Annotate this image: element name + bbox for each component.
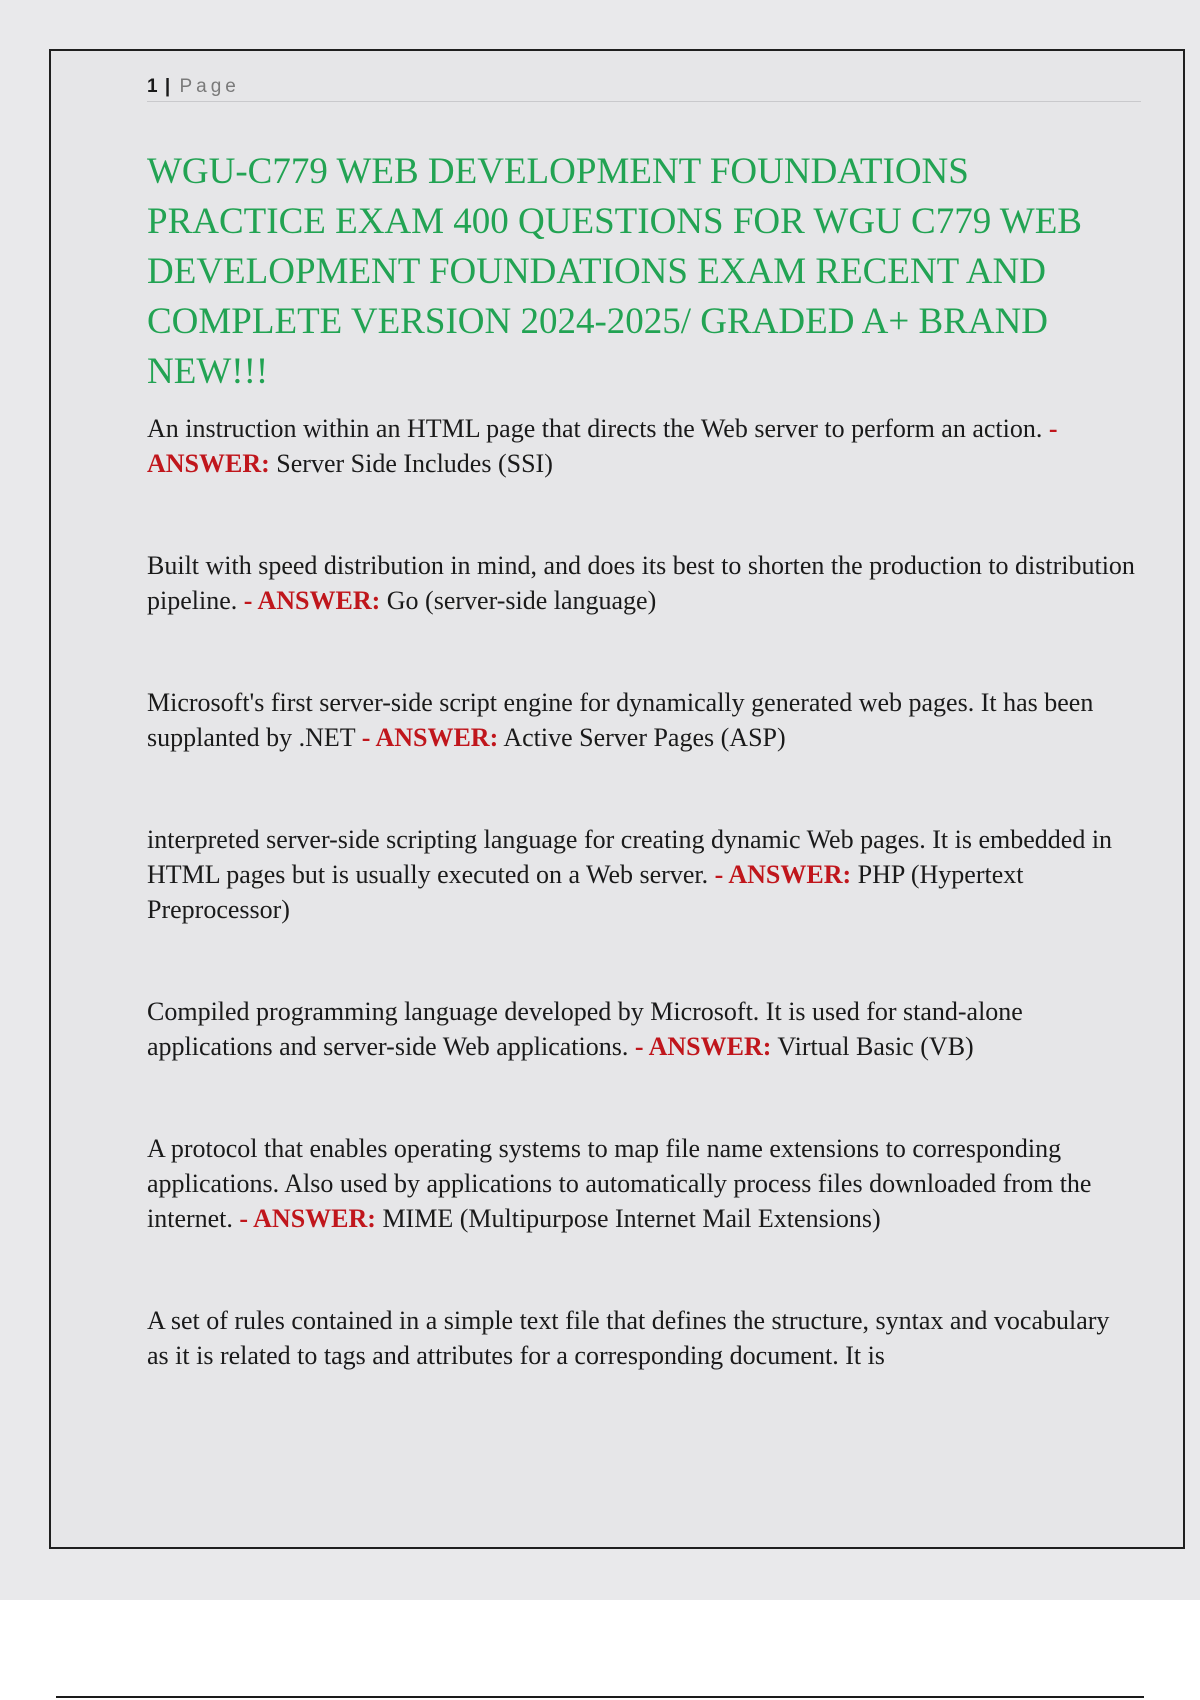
page-header bbox=[147, 75, 1141, 102]
question-text: An instruction within an HTML page that directs the Web server to perform an action. bbox=[147, 414, 1043, 443]
answer-label: - ANSWER: bbox=[239, 1204, 376, 1233]
qa-item bbox=[147, 685, 1137, 755]
document-page bbox=[49, 49, 1185, 1549]
answer-label: - ANSWER: bbox=[147, 414, 1058, 478]
answer-label: - ANSWER: bbox=[634, 1032, 772, 1061]
qa-list bbox=[147, 411, 1137, 1440]
qa-item bbox=[147, 822, 1137, 927]
qa-item bbox=[147, 1303, 1137, 1373]
answer-text: Go (server-side language) bbox=[386, 586, 657, 615]
page-number: 1 bbox=[147, 76, 158, 97]
qa-item bbox=[147, 994, 1137, 1064]
answer-label: - ANSWER: bbox=[714, 860, 852, 889]
answer-text: Active Server Pages (ASP) bbox=[503, 723, 786, 752]
bottom-divider bbox=[56, 1696, 1144, 1698]
question-text: A protocol that enables operating systems to map file name extensions to corresponding applications. Also used by applications to automatically process files downloaded from the internet. bbox=[147, 1134, 1092, 1233]
page-separator: | bbox=[164, 76, 171, 97]
qa-item bbox=[147, 548, 1137, 618]
answer-label: - ANSWER: bbox=[243, 586, 381, 615]
answer-text: Server Side Includes (SSI) bbox=[276, 449, 553, 478]
question-text: Microsoft's first server-side script engine for dynamically generated web pages. It has been supplanted by .NET bbox=[147, 688, 1094, 752]
question-text: A set of rules contained in a simple text file that defines the structure, syntax and vocabulary as it is related to tags and attributes for a corresponding document. It is bbox=[147, 1306, 1110, 1370]
answer-label: - ANSWER: bbox=[361, 723, 499, 752]
answer-text: MIME (Multipurpose Internet Mail Extensions) bbox=[382, 1204, 881, 1233]
answer-text: PHP (Hypertext Preprocessor) bbox=[147, 860, 1024, 924]
question-text: Built with speed distribution in mind, and does its best to shorten the production to distribution pipeline. bbox=[147, 551, 1135, 615]
question-text: interpreted server-side scripting language for creating dynamic Web pages. It is embedded in HTML pages but is usually executed on a Web server. bbox=[147, 825, 1113, 889]
answer-text: Virtual Basic (VB) bbox=[777, 1032, 974, 1061]
question-text: Compiled programming language developed by Microsoft. It is used for stand-alone applications and server-side Web applications. bbox=[147, 997, 1023, 1061]
qa-item bbox=[147, 411, 1137, 481]
qa-item bbox=[147, 1131, 1137, 1236]
document-title: WGU-C779 WEB DEVELOPMENT FOUNDATIONS PRACTICE EXAM 400 QUESTIONS FOR WGU C779 WEB DEVELOPMENT FOUNDATIONS EXAM RECENT AND COMPLETE VERSION 2024-2025/ GRADED A+ BRAND NEW!!! bbox=[147, 151, 1082, 392]
page-label: Page bbox=[179, 76, 240, 97]
